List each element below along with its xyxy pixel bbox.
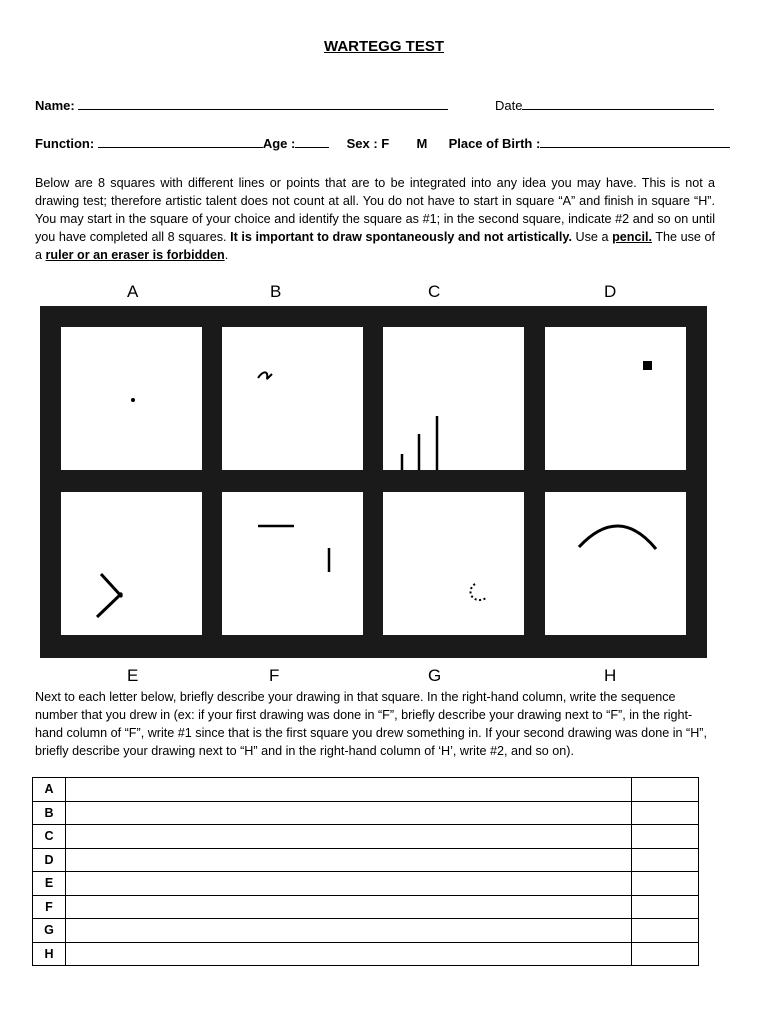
square-g-dotted-curve-stimulus [383,492,524,635]
sequence-cell[interactable] [632,872,699,896]
square-e[interactable] [61,492,202,635]
description-cell[interactable] [66,825,632,849]
place-of-birth-label: Place of Birth : [448,136,541,151]
sequence-cell[interactable] [632,919,699,943]
date-blank-line[interactable] [522,97,714,110]
sequence-cell[interactable] [632,778,699,802]
table-row [33,942,699,966]
sequence-cell[interactable] [632,895,699,919]
description-cell[interactable] [66,801,632,825]
sequence-cell[interactable] [632,848,699,872]
date-field-row [495,97,714,113]
intro-period: . [224,248,229,262]
square-g[interactable] [383,492,524,635]
wartegg-squares-grid [40,306,707,658]
page-title: WARTEGG TEST [324,38,444,55]
square-letter-g: G [428,666,442,685]
square-letter-c: C [428,282,441,301]
table-row [33,848,699,872]
row-letter: D [33,848,66,872]
intro-use-of-a: The use of a [35,230,716,262]
square-letter-b: B [270,282,282,301]
sex-label[interactable]: Sex : F [346,136,390,151]
description-cell[interactable] [66,895,632,919]
square-d[interactable] [545,327,686,470]
intro-text: Below are 8 squares with different lines or points that are to be integrated into any idea you may have. This is not a drawing test; therefore artistic talent does not count at all. You do not have to start in square “A” and finish in square “H”. You may start in the square of your choice and identify the square as #1; in the second square, indicate #2 and so on until you have completed all 8 squares. [35,176,715,244]
sequence-cell[interactable] [632,942,699,966]
square-d-block-stimulus [545,327,686,470]
intro-use-a: Use a [575,230,609,244]
row-letter: H [33,942,66,966]
sex-option-m[interactable]: M [416,136,428,151]
table-row [33,919,699,943]
square-c-lines-stimulus [383,327,524,470]
intro-forbidden: ruler or an eraser is forbidden [45,248,225,262]
square-h[interactable] [545,492,686,635]
square-f-lines-stimulus [222,492,363,635]
square-c[interactable] [383,327,524,470]
intro-important: It is important to draw spontaneously and not artistically. [230,230,572,244]
function-label: Function: [35,136,95,151]
square-h-arc-stimulus [545,492,686,635]
name-field-row [35,97,448,113]
square-a[interactable] [61,327,202,470]
function-blank-line[interactable] [98,135,263,148]
table-row [33,872,699,896]
sequence-cell[interactable] [632,825,699,849]
description-cell[interactable] [66,848,632,872]
square-f[interactable] [222,492,363,635]
row-letter: F [33,895,66,919]
name-blank-line[interactable] [78,97,448,110]
square-letter-a: A [127,282,139,301]
description-cell[interactable] [66,942,632,966]
row-letter: B [33,801,66,825]
name-label: Name: [35,98,75,113]
square-letter-d: D [604,282,617,301]
instructions-paragraph: Next to each letter below, briefly describe your drawing in that square. In the right-hand column, write the sequence number that you drew in (ex: if your first drawing was done in “F”, briefly describe your drawing next to “F”, in the right-hand column of “F”, write #1 since that is the first square you drew something in. If your second drawing was done in “H”, briefly describe your drawing next to “H” and in the right-hand column of ‘H’, write #2, and so on). [35,690,707,758]
function-field-row [35,135,730,151]
square-a-dot-stimulus [61,327,202,470]
answers-table [32,777,699,966]
age-blank-line[interactable] [295,135,329,148]
square-b-wave-stimulus [222,327,363,470]
description-cell[interactable] [66,778,632,802]
square-letter-f: F [269,666,280,685]
table-row [33,801,699,825]
square-letter-e: E [127,666,139,685]
sequence-cell[interactable] [632,801,699,825]
place-of-birth-blank-line[interactable] [540,135,730,148]
intro-pencil: pencil. [612,230,652,244]
table-row [33,778,699,802]
square-letter-h: H [604,666,617,685]
row-letter: A [33,778,66,802]
intro-paragraph [35,174,715,264]
description-cell[interactable] [66,919,632,943]
square-b[interactable] [222,327,363,470]
age-label: Age : [262,136,296,151]
table-row [33,825,699,849]
row-letter: C [33,825,66,849]
table-row [33,895,699,919]
row-letter: G [33,919,66,943]
row-letter: E [33,872,66,896]
description-cell[interactable] [66,872,632,896]
square-e-diagonals-stimulus [61,492,202,635]
date-label: Date [495,98,523,113]
